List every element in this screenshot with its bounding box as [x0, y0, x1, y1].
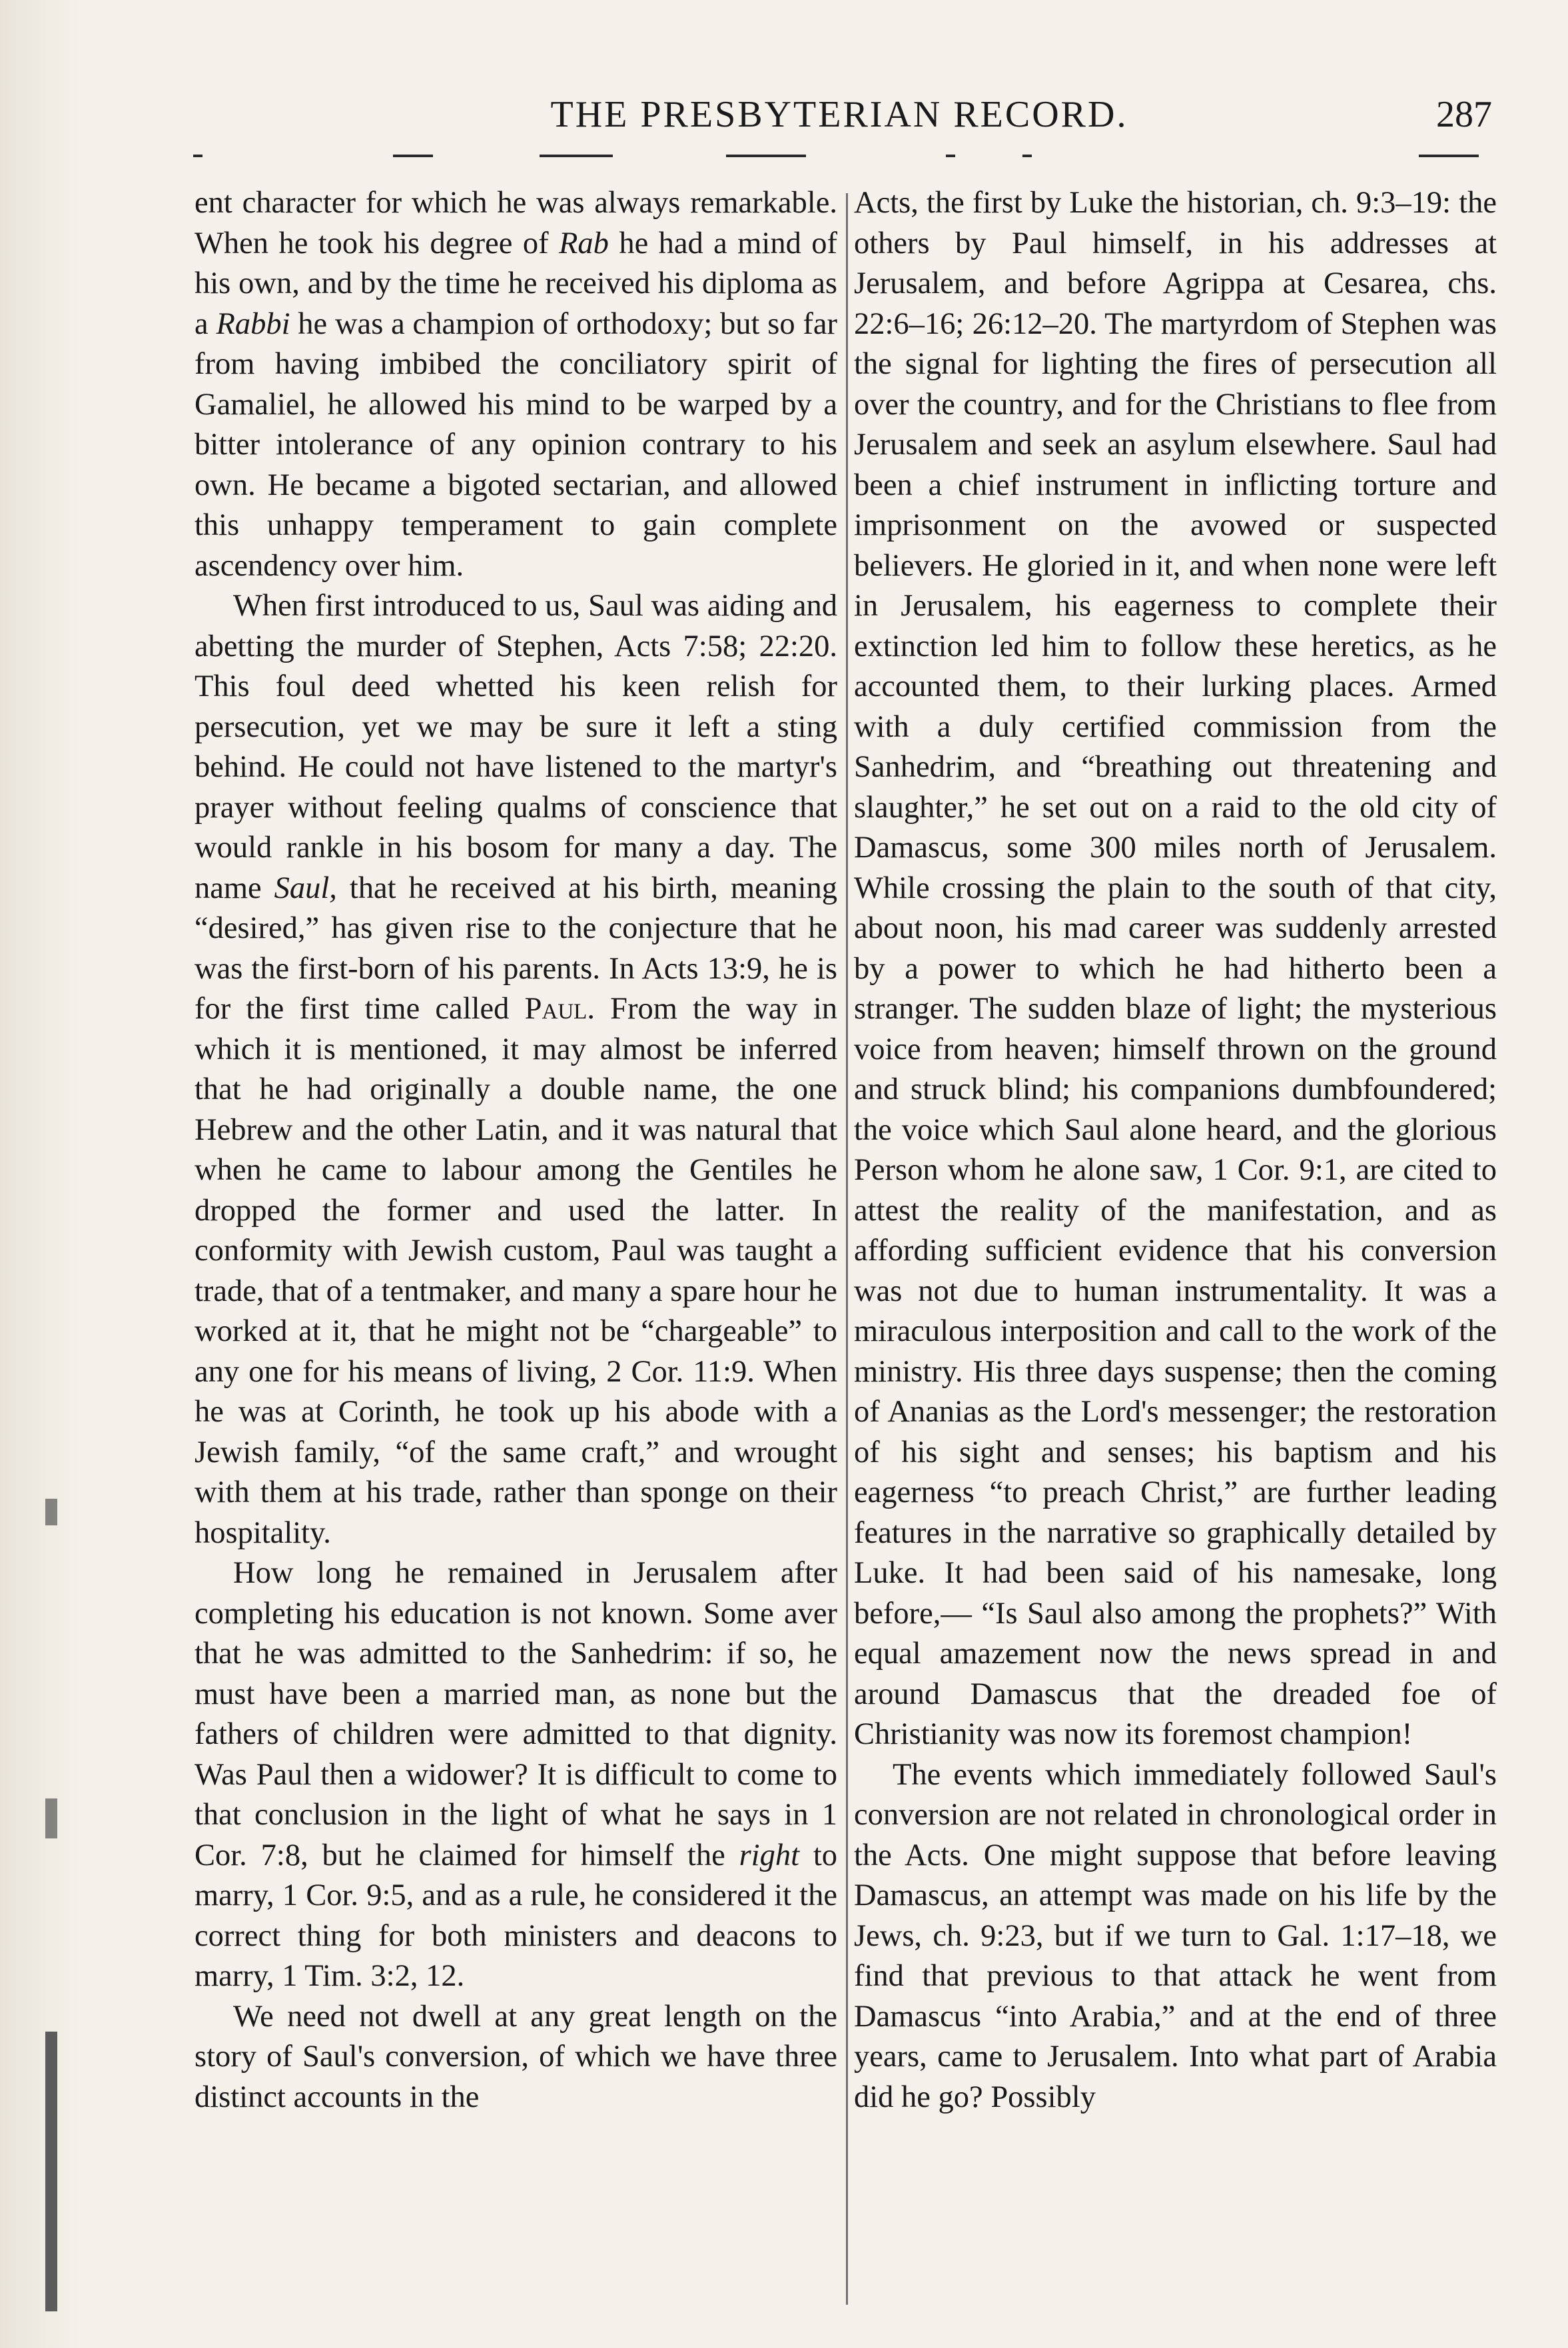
paragraph — [854, 1755, 1497, 2118]
paragraph — [195, 1553, 837, 1997]
page-header — [187, 93, 1492, 153]
rule-dash — [193, 155, 202, 157]
rule-dash — [393, 155, 433, 157]
text-run: We need not dwell at any great length on the story of Saul's conversion, of which we have three distinct accounts in the — [195, 1999, 837, 2114]
italic-text: Rabbi — [216, 306, 290, 341]
binding-mark — [45, 2032, 57, 2311]
text-run: he was a champion of orthodoxy; but so far from having imbibed the conciliatory spirit of Gamaliel, he allowed his mind to be warped by a bitter intolerance of any opinion contrary to his own. He became a bigoted sectarian, and allowed this unhappy temperament to gain complete ascendency over him. — [195, 306, 837, 583]
header-rule — [193, 155, 1479, 160]
column-divider — [846, 193, 848, 2305]
small-caps-text: Paul. — [524, 992, 595, 1026]
rule-dash — [726, 155, 806, 157]
binding-mark — [45, 1798, 57, 1838]
text-run: Acts, the first by Luke the historian, ch. 9:3–19: the others by Paul himself, in his addresses at Jerusalem, and before Agrippa at Cesarea, chs. 22:6–16; 26:12–20. The martyrdom of Stephen was the signal for lighting the fires of persecution all over the country, and for the Christians to flee from Jerusalem and seek an asylum elsewhere. Saul had been a chief instrument in inflicting torture and imprisonment on the avowed or suspected believers. He gloried in it, and when none were left in Jerusalem, his eagerness to complete their extinction led him to follow these heretics, as he accounted them, to their lurking places. Armed with a duly certified commission from the Sanhedrim, and “breathing out threatening and slaughter,” he set out on a raid to the old city of Damascus, some 300 miles north of Jerusalem. While crossing the plain to the south of that city, about noon, his mad career was suddenly arrested by a power to which he had hitherto been a stranger. The sudden blaze of light; the mysterious voice from heaven; himself thrown on the ground and struck blind; his companions dumbfoundered; the voice which Saul alone heard, and the glorious Person whom he alone saw, 1 Cor. 9:1, are cited to attest the reality of the manifestation, and as affording sufficient evidence that his conversion was not due to human instrumentality. It was a miraculous interposition and call to the work of the ministry. His three days suspense; then the coming of Ananias as the Lord's messenger; the restoration of his sight and senses; his baptism and his eagerness “to preach Christ,” are further leading features in the narrative so graphically detailed by Luke. It had been said of his namesake, long before,— “Is Saul also among the prophets?” With equal amazement now the news spread in and around Damascus that the dreaded foe of Christianity was now its foremost champion! — [854, 186, 1497, 1751]
rule-dash — [1022, 155, 1032, 157]
text-run: When first introduced to us, Saul was aiding and abetting the murder of Stephen, Acts 7:58; 22:20. This foul deed whetted his keen relish for persecution, yet we may be sure it left a sting behind. He could not have listened to the martyr's prayer without feeling qualms of conscience that would rankle in his bosom for many a day. The name — [195, 589, 837, 905]
italic-text: right — [739, 1838, 799, 1872]
text-run: that he received at his birth, meaning “desired,” has given rise to the conjecture that he was the first-born of his parents. In Acts 13:9, he is for the first time called — [195, 871, 837, 1026]
text-run: From the way in which it is mentioned, it may almost be inferred that he had originally a double name, the one Hebrew and the other Latin, and it was natural that when he came to labour among the Gentiles he dropped the former and used the latter. In conformity with Jewish custom, Paul was taught a trade, that of a tentmaker, and many a spare hour he worked at it, that he might not be “chargeable” to any one for his means of living, 2 Cor. 11:9. When he was at Corinth, he took up his abode with a Jewish family, “of the same craft,” and wrought with them at his trade, rather than sponge on their hospitality. — [195, 992, 837, 1550]
paragraph — [195, 586, 837, 1553]
paragraph — [195, 183, 837, 586]
page-number: 287 — [1436, 94, 1492, 135]
binding-mark — [45, 1499, 57, 1525]
left-column — [195, 183, 837, 2118]
italic-text: Saul, — [274, 871, 337, 905]
right-column — [854, 183, 1497, 2118]
text-run: he had a mind of his own, and by the time he received his diploma as a — [195, 226, 837, 341]
text-run: ent character for which he was always remarkable. When he took his degree of — [195, 186, 837, 260]
text-run: to marry, 1 Cor. 9:5, and as a rule, he considered it the correct thing for both ministers and deacons to marry, 1 Tim. 3:2, 12. — [195, 1838, 838, 1993]
paragraph — [854, 183, 1497, 1755]
rule-dash — [540, 155, 613, 157]
running-title: THE PRESBYTERIAN RECORD. — [550, 94, 1128, 135]
italic-text: Rab — [559, 226, 609, 260]
rule-dash — [946, 155, 955, 157]
binding-edge — [0, 0, 80, 2348]
paragraph — [195, 1997, 837, 2118]
rule-dash — [1419, 155, 1479, 157]
text-run: How long he remained in Jerusalem after completing his education is not known. Some aver that he was admitted to the Sanhedrim: if so, he must have been a married man, as none but the fathers of children were admitted to that dignity. Was Paul then a widower? It is difficult to come to that conclusion in the light of what he says in 1 Cor. 7:8, but he claimed for himself the — [195, 1556, 837, 1872]
text-run: The events which immediately followed Saul's conversion are not related in chronological order in the Acts. One might suppose that before leaving Damascus, an attempt was made on his life by the Jews, ch. 9:23, but if we turn to Gal. 1:17–18, we find that previous to that attack he went from Damascus “into Arabia,” and at the end of three years, came to Jerusalem. Into what part of Arabia did he go? Possibly — [854, 1757, 1497, 2114]
